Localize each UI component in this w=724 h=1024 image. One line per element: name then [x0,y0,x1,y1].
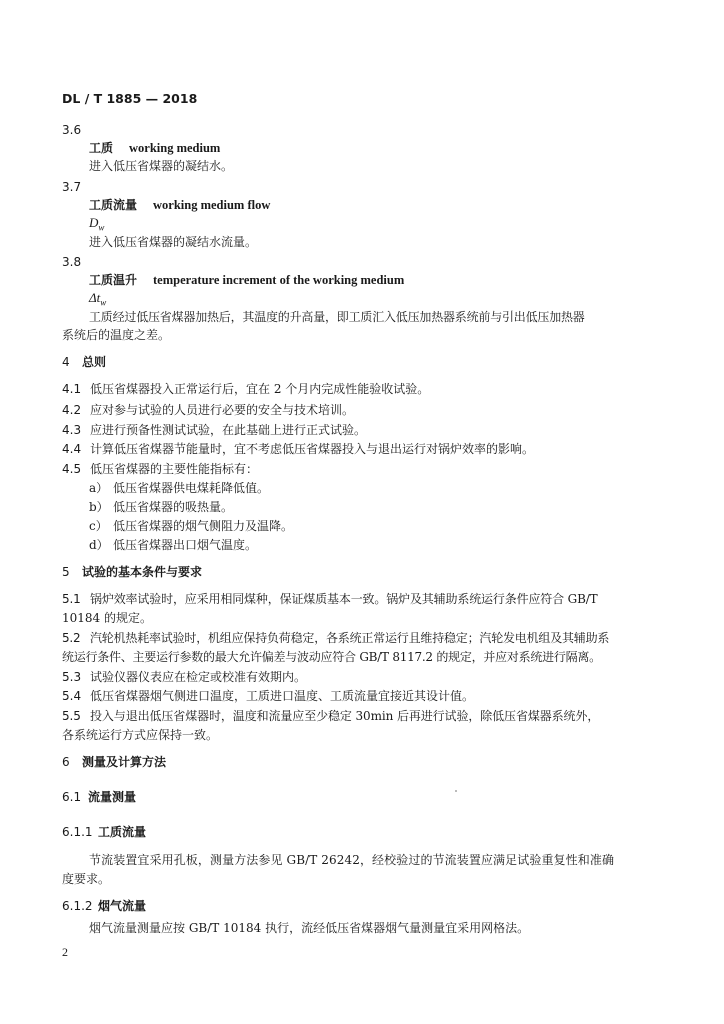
clause-cont: 10184 的规定。 [62,611,152,625]
list-item: b） 低压省煤器的吸热量。 [89,500,234,514]
term-number: 3.7 [62,180,82,194]
subsection-heading: 6.1.1 工质流量 [62,825,147,839]
clause: 4.4 计算低压省煤器节能量时，宜不考虑低压省煤器投入与退出运行对锅炉效率的影响。 [62,442,535,456]
term-en: temperature increment of the working medium [153,273,405,287]
list-item: d） 低压省煤器出口烟气温度。 [89,538,258,552]
term-title [89,199,270,212]
term-number: 3.6 [62,123,82,137]
term-symbol: $D_w$ [89,215,105,233]
term-definition: 工质经过低压省煤器加热后，其温度的升高量，即工质汇入低压加热器系统前与引出低压加热器 [89,310,585,324]
term-symbol: $\Delta t_w$ [89,290,107,308]
paragraph-cont: 度要求。 [62,872,111,886]
clause: 4.1 低压省煤器投入正常运行后，宜在 2 个月内完成性能验收试验。 [62,382,430,396]
term-number: 3.8 [62,255,82,269]
term-definition: 进入低压省煤器的凝结水。 [89,159,234,173]
clause: 5.4 低压省煤器烟气侧进口温度，工质进口温度、工质流量宜接近其设计值。 [62,689,475,703]
term-en: working medium flow [153,198,271,212]
standard-header: DL / T 1885 — 2018 [62,91,198,106]
section-heading: 5 试验的基本条件与要求 [62,565,203,579]
clause: 5.1 锅炉效率试验时，应采用相同煤种，保证煤质基本一致。锅炉及其辅助系统运行条件应符合 GB/T [62,592,598,606]
clause: 5.5 投入与退出低压省煤器时，温度和流量应至少稳定 30min 后再进行试验，除低压省煤器系统外， [62,709,600,723]
clause-cont: 各系统运行方式应保持一致。 [62,728,219,742]
term-zh: 工质 [89,141,114,155]
clause: 4.5 低压省煤器的主要性能指标有： [62,462,259,476]
clause: 5.2 汽轮机热耗率试验时，机组应保持负荷稳定，各系统正常运行且维持稳定；汽轮发电机组及其辅助系 [62,631,610,645]
list-item: c） 低压省煤器的烟气侧阻力及温降。 [89,519,294,533]
term-definition-cont: 系统后的温度之差。 [62,328,171,342]
term-zh: 工质流量 [89,198,138,212]
term-definition: 进入低压省煤器的凝结水流量。 [89,235,258,249]
subsection-heading: 6.1 流量测量 [62,790,137,804]
list-item: a） 低压省煤器供电煤耗降低值。 [89,481,270,495]
clause: 4.2 应对参与试验的人员进行必要的安全与技术培训。 [62,403,355,417]
clause-cont: 统运行条件、主要运行参数的最大允许偏差与波动应符合 GB/T 8117.2 的规定，并应对系统进行隔离。 [62,650,601,664]
section-heading: 4 总则 [62,355,107,369]
term-zh: 工质温升 [89,273,138,287]
term-title [89,274,404,287]
scan-speck [455,790,457,792]
section-heading: 6 测量及计算方法 [62,755,167,769]
paragraph: 节流装置宜采用孔板，测量方法参见 GB/T 26242，经校验过的节流装置应满足试验重复性和准确 [89,853,615,867]
term-title [89,142,220,155]
term-en: working medium [129,141,221,155]
clause: 4.3 应进行预备性测试试验，在此基础上进行正式试验。 [62,423,367,437]
page-number: 2 [62,945,68,959]
subsection-heading: 6.1.2 烟气流量 [62,899,147,913]
clause: 5.3 试验仪器仪表应在检定或校准有效期内。 [62,670,307,684]
paragraph: 烟气流量测量应按 GB/T 10184 执行，流经低压省煤器烟气量测量宜采用网格法。 [89,921,530,935]
